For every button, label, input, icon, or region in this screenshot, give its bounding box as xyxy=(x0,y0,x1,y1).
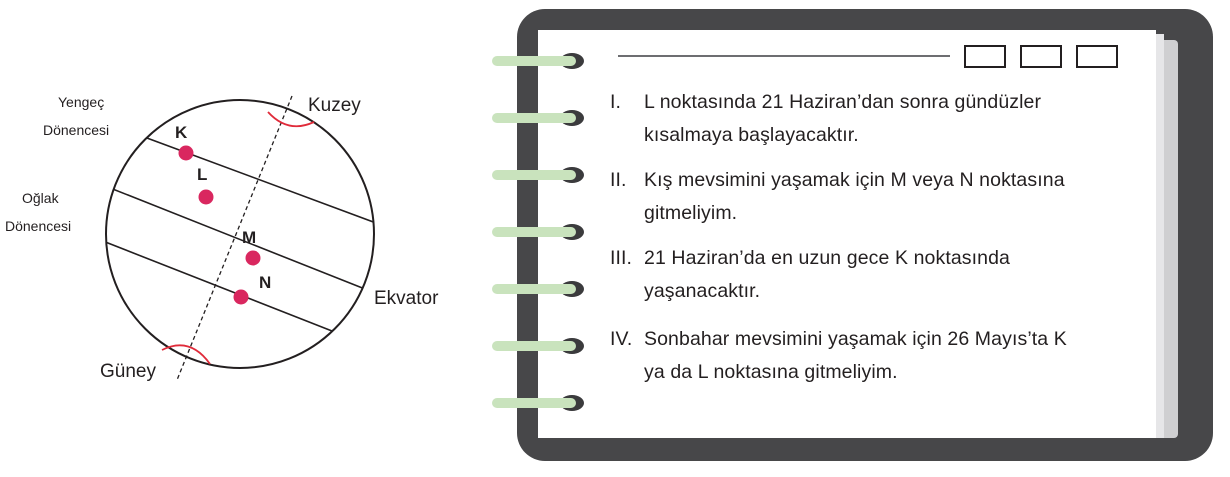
notebook-header-box-3 xyxy=(1076,45,1118,68)
notebook-ring-1 xyxy=(492,54,588,68)
notebook-ring-7 xyxy=(492,396,588,410)
point-l-label: L xyxy=(197,165,208,184)
point-n-label: N xyxy=(259,273,272,292)
tropic-of-cancer-line xyxy=(120,128,395,230)
earth-globe-diagram xyxy=(0,0,500,477)
point-k-label: K xyxy=(175,123,188,142)
tropic-cancer-label-line1: Yengeç xyxy=(58,94,105,110)
point-l-dot xyxy=(199,190,214,205)
statement-3-text: 21 Haziran’da en uzun gece K noktasında yaşanacaktır. xyxy=(644,247,1010,302)
statement-2-text: Kış mevsimini yaşamak için M veya N noktasına gitmeliyim. xyxy=(644,169,1065,224)
tropic-capricorn-label-line1: Oğlak xyxy=(22,190,59,206)
notebook-ring-2 xyxy=(492,111,588,125)
point-m-dot xyxy=(246,251,261,266)
statement-1-text: L noktasında 21 Haziran’dan sonra gündüzler kısalmaya başlayacaktır. xyxy=(644,91,1042,146)
statement-4-number: IV. xyxy=(610,328,633,350)
equator-line xyxy=(90,180,380,295)
point-m-label: M xyxy=(242,228,257,247)
south-label: Güney xyxy=(100,361,156,382)
north-label: Kuzey xyxy=(308,95,361,116)
equator-label: Ekvator xyxy=(374,288,439,309)
point-k-dot xyxy=(179,146,194,161)
notebook-ring-5 xyxy=(492,282,588,296)
statement-4-text: Sonbahar mevsimini yaşamak için 26 Mayıs’ta K ya da L noktasına gitmeliyim. xyxy=(644,328,1067,383)
point-n-dot xyxy=(234,290,249,305)
notebook-ring-6 xyxy=(492,339,588,353)
globe-outline xyxy=(106,100,374,368)
notebook-ring-3 xyxy=(492,168,588,182)
statement-2-number: II. xyxy=(610,169,627,191)
tropic-capricorn-label-line2: Dönencesi xyxy=(5,218,72,234)
tropic-of-capricorn-line xyxy=(90,236,360,342)
notebook-header-box-2 xyxy=(1020,45,1062,68)
notebook-ring-4 xyxy=(492,225,588,239)
notebook-header-rule xyxy=(618,55,950,57)
statement-1-number: I. xyxy=(610,91,622,113)
statement-3-number: III. xyxy=(610,247,633,269)
tropic-cancer-label-line2: Dönencesi xyxy=(43,122,110,138)
notebook-header-box-1 xyxy=(964,45,1006,68)
